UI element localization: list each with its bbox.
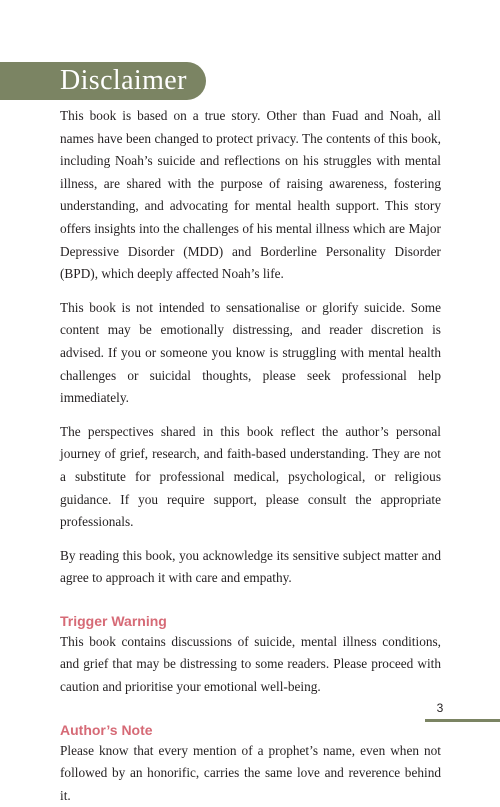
page-title: Disclaimer [60, 65, 187, 96]
page-number: 3 [436, 701, 444, 715]
footer-rule [425, 719, 500, 722]
trigger-warning-heading: Trigger Warning [60, 612, 167, 629]
authors-note-heading: Author’s Note [60, 721, 153, 738]
authors-note-text: Please know that every mention of a prophet’s name, even when not followed by an honorific, carries the same love and reverence behind it. [60, 742, 441, 803]
title-banner [0, 62, 206, 100]
trigger-warning-text: This book contains discussions of suicide, mental illness conditions, and grief that may be distressing to some readers. Please proceed with caution and prioritise your emotional well-being. [60, 633, 441, 695]
page-content [60, 105, 441, 807]
body-paragraph: By reading this book, you acknowledge its sensitive subject matter and agree to approach it with care and empathy. [60, 547, 441, 586]
body-paragraph: This book is not intended to sensationalise or glorify suicide. Some content may be emotionally distressing, and reader discretion is advised. If you or someone you know is struggling with mental health challenges or suicidal thoughts, please seek professional help immediately. [60, 299, 441, 406]
body-paragraph: This book is based on a true story. Other than Fuad and Noah, all names have been changed to protect privacy. The contents of this book, including Noah’s suicide and reflections on his struggles with mental illness, are shared with the purpose of raising awareness, fostering understanding, and advocating for mental health support. This story offers insights into the challenges of his mental illness which are Major Depressive Disorder (MDD) and Borderline Personality Disorder (BPD), which deeply affected Noah’s life. [60, 108, 441, 282]
body-paragraph: The perspectives shared in this book reflect the author’s personal journey of grief, research, and faith-based understanding. They are not a substitute for professional medical, psychological, or religious guidance. If you require support, please consult the appropriate professionals. [60, 423, 441, 530]
